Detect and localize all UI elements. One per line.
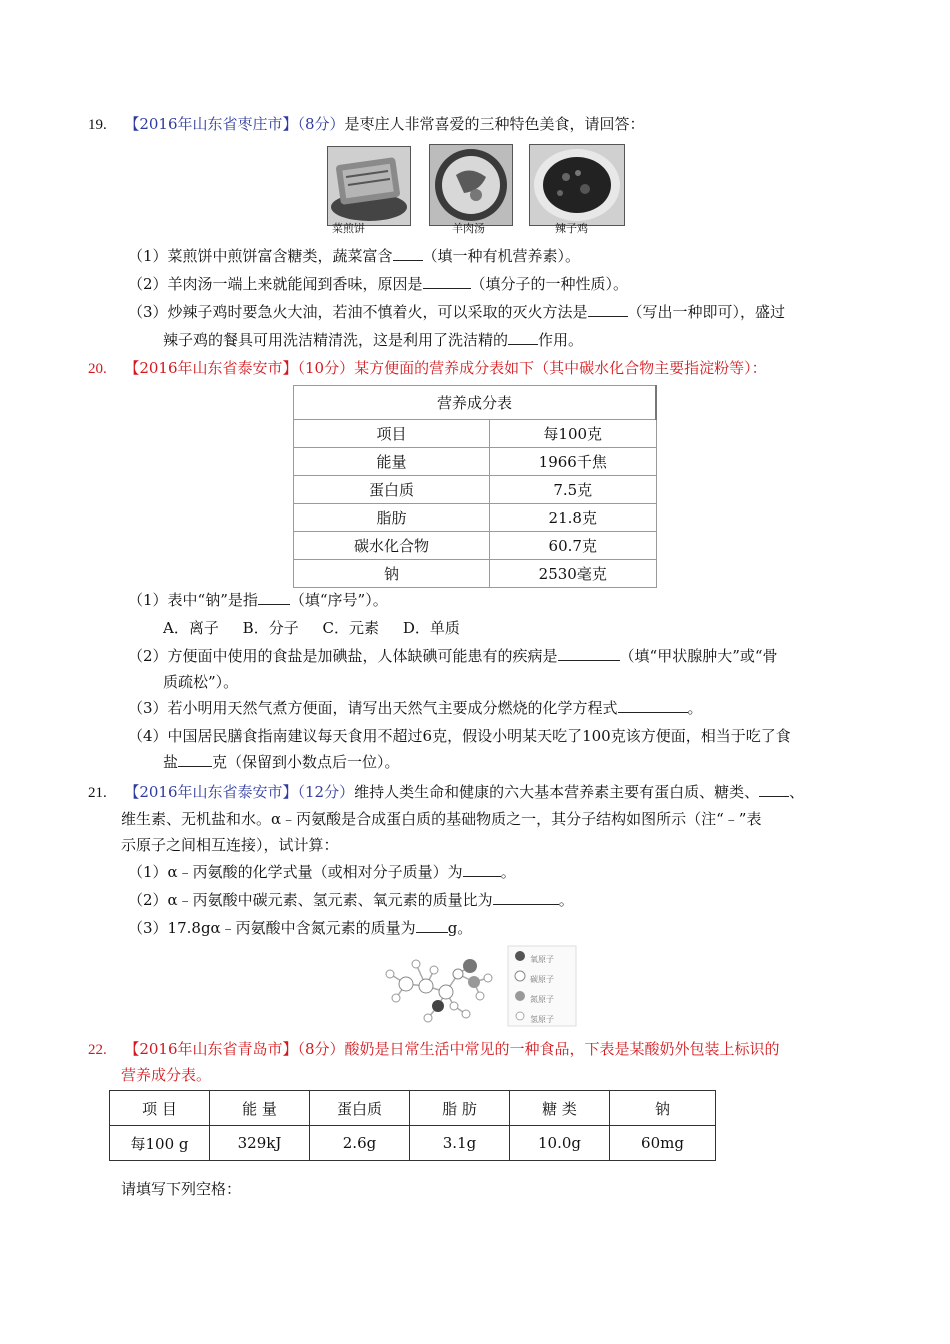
table-cell: 碳水化合物	[294, 532, 490, 560]
question-20-part-4-cont	[163, 751, 400, 773]
table-cell: 脂肪	[294, 504, 490, 532]
table-cell: 蛋白质	[294, 476, 490, 504]
question-number: 19.	[88, 117, 107, 133]
question-20-part-4: （4）中国居民膳食指南建议每天食用不超过6克，假设小明某天吃了100克该方便面，相当于吃了食	[128, 727, 791, 745]
question-19-part-2	[128, 273, 628, 295]
text: 。	[558, 891, 574, 909]
question-20-options: A．离子 B．分子 C．元素 D．单质	[163, 619, 460, 637]
text: （1）菜煎饼中煎饼富含糖类，蔬菜富含	[128, 247, 393, 265]
question-points: （12分）	[297, 783, 355, 801]
food-label: 菜煎饼	[332, 222, 365, 235]
text: 。	[687, 699, 703, 717]
question-19-heading	[88, 113, 645, 136]
question-stem: 酸奶是日常生活中常见的一种食品，下表是某酸奶外包装上标识的	[344, 1040, 780, 1058]
answer-blank[interactable]	[558, 646, 620, 661]
table-header-cell: 糖 类	[510, 1091, 610, 1126]
text: （3）17.8gα﹣丙氨酸中含氮元素的质量为	[128, 919, 416, 937]
question-points: （8分）	[297, 115, 345, 133]
table-cell: 60.7克	[490, 532, 657, 560]
question-19-part-1	[128, 245, 580, 267]
table-cell: 2.6g	[310, 1126, 410, 1161]
answer-blank[interactable]	[393, 246, 423, 261]
answer-blank[interactable]	[588, 302, 628, 317]
question-number: 22.	[88, 1042, 107, 1058]
answer-blank[interactable]	[178, 752, 212, 767]
table-cell: 10.0g	[510, 1126, 610, 1161]
table-cell: 每100 g	[110, 1126, 210, 1161]
table-cell: 329kJ	[210, 1126, 310, 1161]
question-20-part-3	[128, 697, 703, 719]
text: （2）方便面中使用的食盐是加碘盐，人体缺碘可能患有的疾病是	[128, 647, 558, 665]
question-20-part-2	[128, 645, 778, 667]
question-21-heading	[88, 781, 804, 804]
table-cell: 3.1g	[410, 1126, 510, 1161]
question-20-heading	[88, 357, 767, 380]
table-header-cell: 脂 肪	[410, 1091, 510, 1126]
text: （填“甲状腺肿大”或“骨	[619, 647, 778, 665]
text: 维持人类生命和健康的六大基本营养素主要有蛋白质、糖类、	[354, 783, 760, 801]
nutrition-table-instant-noodles	[293, 385, 657, 588]
answer-blank[interactable]	[759, 782, 789, 797]
question-19-part-3	[128, 301, 785, 323]
question-20-part-2-cont: 质疏松”）。	[163, 673, 239, 691]
question-21-part-3	[128, 917, 472, 939]
question-source: 【2016年山东省青岛市】	[124, 1040, 298, 1058]
table-cell: 2530毫克	[490, 560, 657, 588]
food-image-laziji	[529, 144, 625, 226]
table-cell: 每100克	[490, 420, 657, 448]
question-source: 【2016年山东省泰安市】	[124, 359, 298, 377]
text: 。	[500, 863, 516, 881]
text: 作用。	[538, 331, 584, 349]
question-points: （10分）	[297, 359, 355, 377]
text: 辣子鸡的餐具可用洗洁精清洗，这是利用了洗洁精的	[163, 331, 509, 349]
alanine-molecule-figure	[372, 944, 578, 1028]
table-cell: 1966千焦	[490, 448, 657, 476]
answer-blank[interactable]	[416, 918, 448, 933]
question-number: 21.	[88, 785, 107, 801]
answer-blank[interactable]	[493, 890, 559, 905]
legend-label: 氧原子	[530, 955, 554, 964]
food-image-caijianbing	[327, 146, 411, 226]
question-source: 【2016年山东省枣庄市】	[124, 115, 298, 133]
answer-blank[interactable]	[463, 862, 501, 877]
text: 盐	[163, 753, 179, 771]
text: （3）若小明用天然气煮方便面，请写出天然气主要成分燃烧的化学方程式	[128, 699, 618, 717]
text: （1）表中“钠”是指	[128, 591, 258, 609]
answer-blank[interactable]	[618, 698, 688, 713]
question-stem: 是枣庄人非常喜爱的三种特色美食，请回答：	[344, 115, 645, 133]
table-row	[110, 1126, 716, 1161]
question-20-part-1	[128, 589, 388, 611]
table-row	[294, 476, 657, 504]
table-row	[294, 420, 657, 448]
question-source: 【2016年山东省泰安市】	[124, 783, 298, 801]
question-21-part-2	[128, 889, 574, 911]
question-22-heading	[88, 1038, 780, 1061]
table-row	[294, 504, 657, 532]
text: （填分子的一种性质）。	[470, 275, 629, 293]
table-header-row	[110, 1091, 716, 1126]
table-cell: 钠	[294, 560, 490, 588]
table-cell: 7.5克	[490, 476, 657, 504]
text: 克（保留到小数点后一位）。	[212, 753, 400, 771]
text: （写出一种即可），盛过	[627, 303, 786, 321]
table-header-cell: 项 目	[110, 1091, 210, 1126]
table-header-cell: 钠	[610, 1091, 716, 1126]
food-label: 羊肉汤	[452, 222, 485, 235]
food-label: 辣子鸡	[555, 222, 588, 235]
answer-blank[interactable]	[423, 274, 471, 289]
table-cell: 能量	[294, 448, 490, 476]
text: （2）羊肉汤一端上来就能闻到香味，原因是	[128, 275, 423, 293]
text: （2）α﹣丙氨酸中碳元素、氢元素、氧元素的质量比为	[128, 891, 493, 909]
question-stem: 某方便面的营养成分表如下（其中碳水化合物主要指淀粉等）：	[354, 359, 767, 377]
question-22-stem-line-2: 营养成分表。	[121, 1066, 212, 1084]
table-header-cell: 能 量	[210, 1091, 310, 1126]
answer-blank[interactable]	[258, 590, 290, 605]
text: g。	[447, 919, 473, 937]
table-row	[294, 532, 657, 560]
text: （填“序号”）。	[289, 591, 388, 609]
table-cell: 项目	[294, 420, 490, 448]
answer-blank[interactable]	[508, 330, 538, 345]
table-cell: 60mg	[610, 1126, 716, 1161]
legend-label: 氮原子	[530, 995, 554, 1004]
question-21-stem-line-3: 示原子之间相互连接），试计算：	[121, 836, 339, 854]
question-22-footer: 请填写下列空格：	[121, 1180, 242, 1198]
text: 、	[789, 783, 805, 801]
question-number: 20.	[88, 361, 107, 377]
text: （填一种有机营养素）。	[422, 247, 581, 265]
question-21-part-1	[128, 861, 516, 883]
table-row	[294, 448, 657, 476]
table-row	[294, 560, 657, 588]
table-title: 营养成分表	[294, 386, 657, 420]
question-points: （8分）	[297, 1040, 345, 1058]
text: （3）炒辣子鸡时要急火大油，若油不慎着火，可以采取的灭火方法是	[128, 303, 588, 321]
food-image-yangroutang	[429, 144, 513, 226]
molecule-legend	[530, 950, 554, 1030]
question-19-part-3-cont	[163, 329, 583, 351]
table-header-cell: 蛋白质	[310, 1091, 410, 1126]
legend-label: 氢原子	[530, 1015, 554, 1024]
legend-label: 碳原子	[530, 975, 554, 984]
question-21-stem-line-2: 维生素、无机盐和水。α﹣丙氨酸是合成蛋白质的基础物质之一，其分子结构如图所示（注“﹣”表	[121, 810, 762, 828]
nutrition-table-yogurt	[109, 1090, 716, 1161]
table-cell: 21.8克	[490, 504, 657, 532]
text: （1）α﹣丙氨酸的化学式量（或相对分子质量）为	[128, 863, 463, 881]
